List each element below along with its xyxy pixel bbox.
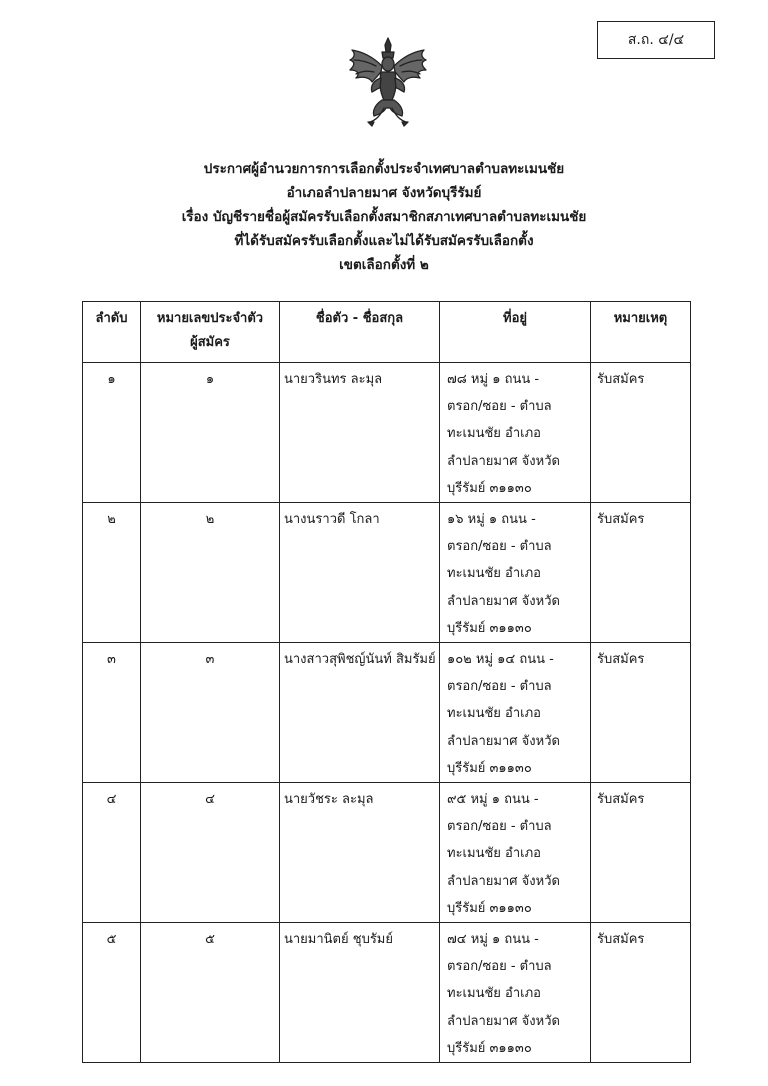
address-line: ๑๖ หมู่ ๑ ถนน - [447,512,536,528]
form-code-text: ส.ถ. ๔/๔ [627,32,685,48]
address-line: บุรีรัมย์ ๓๑๑๓๐ [447,1040,532,1056]
address-line: ๗๔ หมู่ ๑ ถนน - [447,932,539,948]
address-line: ทะเมนชัย อำเภอ [447,986,541,1002]
header-line-2: อำเภอลำปลายมาศ จังหวัดบุรีรัมย์ [286,185,482,201]
cell-order: ๕ [83,923,141,1063]
header-order: ลำดับ [83,302,141,363]
cell-candidate-number: ๕ [141,923,280,1063]
cell-address [440,783,591,923]
cell-name: นายวัชระ ละมุล [280,783,440,923]
garuda-emblem-icon [346,36,430,128]
address-line: ทะเมนชัย อำเภอ [447,706,541,722]
cell-order: ๑ [83,363,141,503]
cell-order: ๓ [83,643,141,783]
address-line: บุรีรัมย์ ๓๑๑๓๐ [447,620,532,636]
cell-candidate-number: ๓ [141,643,280,783]
announcement-header [0,157,768,277]
address-line: ทะเมนชัย อำเภอ [447,846,541,862]
address-line: ๙๕ หมู่ ๑ ถนน - [447,792,539,808]
address-line: ตรอก/ซอย - ตำบล [447,959,552,975]
address-line: ลำปลายมาศ จังหวัด [447,873,560,889]
table-row [83,923,691,1063]
cell-address [440,923,591,1063]
address-line: ตรอก/ซอย - ตำบล [447,399,552,415]
address-line: ลำปลายมาศ จังหวัด [447,453,560,469]
cell-name: นายมานิตย์ ชุบรัมย์ [280,923,440,1063]
table-row [83,643,691,783]
table-header-row [83,302,691,363]
form-code-box [597,21,715,59]
header-candidate-number [141,302,280,363]
cell-remark: รับสมัคร [591,503,691,643]
address-line: บุรีรัมย์ ๓๑๑๓๐ [447,900,532,916]
cell-order: ๔ [83,783,141,923]
header-line-5: เขตเลือกตั้งที่ ๒ [339,257,429,273]
header-address: ที่อยู่ [440,302,591,363]
cell-remark: รับสมัคร [591,783,691,923]
header-remark: หมายเหตุ [591,302,691,363]
address-line: ลำปลายมาศ จังหวัด [447,1013,560,1029]
address-line: ตรอก/ซอย - ตำบล [447,539,552,555]
cell-address [440,363,591,503]
address-line: ๗๘ หมู่ ๑ ถนน - [447,372,540,387]
address-line: ลำปลายมาศ จังหวัด [447,733,560,749]
header-line-4: ที่ได้รับสมัครรับเลือกตั้งและไม่ได้รับสมัครรับเลือกตั้ง [234,233,534,249]
cell-remark: รับสมัคร [591,363,691,503]
table-row [83,503,691,643]
address-line: ลำปลายมาศ จังหวัด [447,593,560,609]
address-line: บุรีรัมย์ ๓๑๑๓๐ [447,760,532,776]
address-line: ๑๐๒ หมู่ ๑๔ ถนน - [447,652,554,668]
table-row [83,363,691,503]
cell-candidate-number: ๑ [141,363,280,503]
address-line: ทะเมนชัย อำเภอ [447,426,541,442]
cell-address [440,643,591,783]
cell-remark: รับสมัคร [591,643,691,783]
cell-name: นายวรินทร ละมุล [280,363,440,503]
address-line: ตรอก/ซอย - ตำบล [447,819,552,835]
header-candidate-number-line-1: หมายเลขประจำตัว [156,311,264,326]
cell-name: นางนราวดี โกลา [280,503,440,643]
address-line: ทะเมนชัย อำเภอ [447,566,541,582]
cell-order: ๒ [83,503,141,643]
table-row [83,783,691,923]
cell-candidate-number: ๒ [141,503,280,643]
header-line-1: ประกาศผู้อำนวยการการเลือกตั้งประจำเทศบาลตำบลทะเมนชัย [203,161,565,177]
address-line: ตรอก/ซอย - ตำบล [447,679,552,695]
header-candidate-number-line-2: ผู้สมัคร [190,335,230,350]
address-line: บุรีรัมย์ ๓๑๑๓๐ [447,480,532,496]
cell-address [440,503,591,643]
header-name: ชื่อตัว - ชื่อสกุล [280,302,440,363]
cell-remark: รับสมัคร [591,923,691,1063]
candidate-table [82,301,691,1063]
header-line-3: เรื่อง บัญชีรายชื่อผู้สมัครรับเลือกตั้งสมาชิกสภาเทศบาลตำบลทะเมนชัย [181,209,587,225]
cell-candidate-number: ๔ [141,783,280,923]
cell-name: นางสาวสุพิชญ์นันท์ สิมรัมย์ [280,643,440,783]
